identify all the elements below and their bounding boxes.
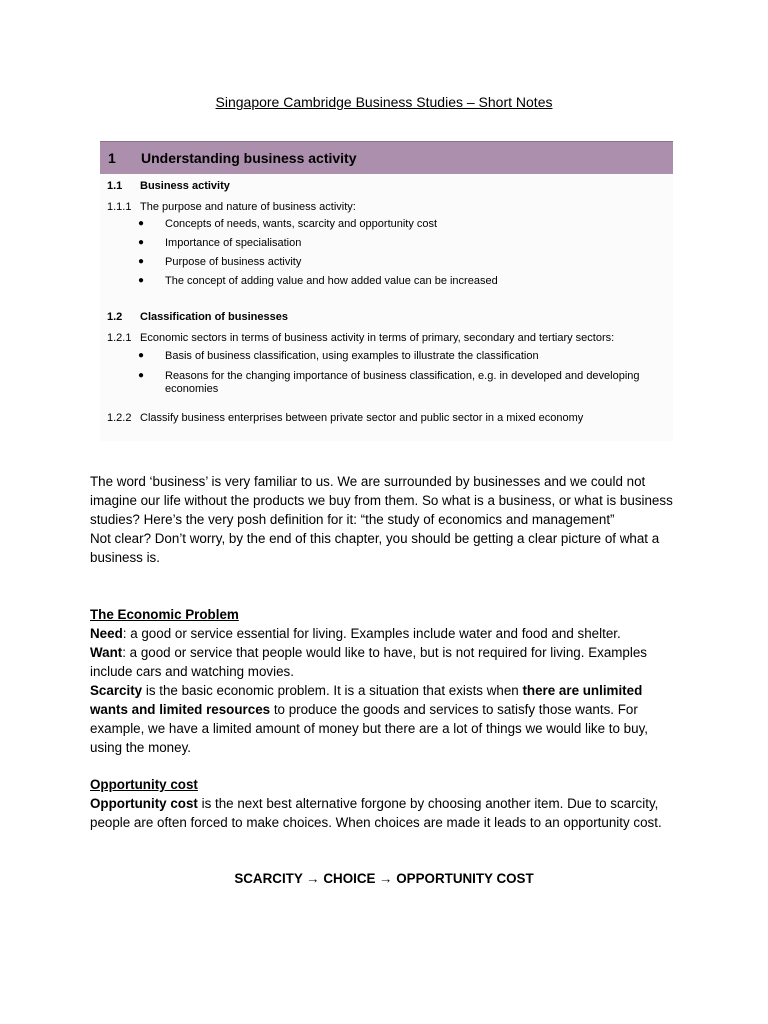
list-item: ● Basis of business classification, using examples to illustrate the classification (138, 350, 539, 362)
syllabus-section-number: 1 (108, 150, 116, 166)
bullet-icon: ● (138, 218, 145, 229)
subsection-code: 1.2 (107, 311, 123, 323)
opportunity-cost-definition: Opportunity cost is the next best alternative forgone by choosing another item. Due to scarcity, people are often forced to make choices. When choices are made it leads to an opportunity cost. (90, 796, 662, 830)
syllabus-section-title: Understanding business activity (141, 150, 357, 166)
intro-section (90, 472, 680, 567)
item-code: 1.2.1 (107, 332, 132, 344)
subsection-title: Classification of businesses (140, 311, 288, 323)
list-item: ● Concepts of needs, wants, scarcity and opportunity cost (138, 218, 438, 230)
item-code: 1.1.1 (107, 201, 132, 213)
need-definition: Need: a good or service essential for living. Examples include water and food and shelter. (90, 626, 621, 641)
bullet-icon: ● (138, 350, 145, 361)
intro-paragraph: Not clear? Don’t worry, by the end of this chapter, you should be getting a clear picture of what a business is. (90, 531, 660, 565)
subsection-1-1 (100, 180, 673, 192)
subsection-title: Business activity (140, 180, 230, 192)
document-title: Singapore Cambridge Business Studies – Short Notes (215, 94, 553, 110)
emphasis: there are unlimited wants and limited resources (90, 683, 643, 717)
syllabus-header (100, 141, 673, 174)
opportunity-cost-section (90, 775, 680, 832)
item-text: Economic sectors in terms of business activity in terms of primary, secondary and tertiary sectors: (140, 332, 615, 344)
item-1-2-1 (100, 332, 673, 344)
item-text: The purpose and nature of business activity: (140, 201, 356, 213)
bullet-icon: ● (138, 275, 145, 286)
subsection-code: 1.1 (107, 180, 123, 192)
item-1-1-1 (100, 201, 673, 213)
economic-problem-section (90, 605, 680, 757)
subsection-1-2 (100, 311, 673, 323)
syllabus-extract (100, 141, 673, 441)
section-heading: The Economic Problem (90, 607, 239, 622)
scarcity-definition: Scarcity is the basic economic problem. It is a situation that exists when there are unlimited wants and limited resources to produce the goods and services to satisfy those wants. For example, we have a limited amount of money but there are a lot of things we would like to buy, using the money. (90, 683, 648, 755)
list-item: ● Purpose of business activity (138, 256, 302, 268)
bullet-icon: ● (138, 256, 145, 267)
list-item: ● Reasons for the changing importance of business classification, e.g. in developed and developing economies (138, 370, 640, 395)
item-1-2-2 (100, 412, 673, 424)
bullet-icon: ● (138, 237, 145, 248)
scarcity-choice-flow: SCARCITY → CHOICE → OPPORTUNITY COST (234, 871, 534, 886)
list-item: ● Importance of specialisation (138, 237, 302, 249)
term: Need (90, 626, 123, 641)
term: Scarcity (90, 683, 143, 698)
intro-paragraph: The word ‘business’ is very familiar to us. We are surrounded by businesses and we could not imagine our life without the products we buy from them. So what is a business, or what is business studies? Here’s the very posh definition for it: “the study of economics and management” (90, 474, 673, 527)
item-text: Classify business enterprises between private sector and public sector in a mixed economy (140, 412, 584, 424)
list-item: ● The concept of adding value and how added value can be increased (138, 275, 498, 287)
term: Want (90, 645, 123, 660)
want-definition: Want: a good or service that people would like to have, but is not required for living. Examples include cars and watching movies. (90, 645, 647, 679)
item-code: 1.2.2 (107, 412, 132, 424)
bullet-icon: ● (138, 370, 145, 381)
section-heading: Opportunity cost (90, 777, 198, 792)
term: Opportunity cost (90, 796, 198, 811)
